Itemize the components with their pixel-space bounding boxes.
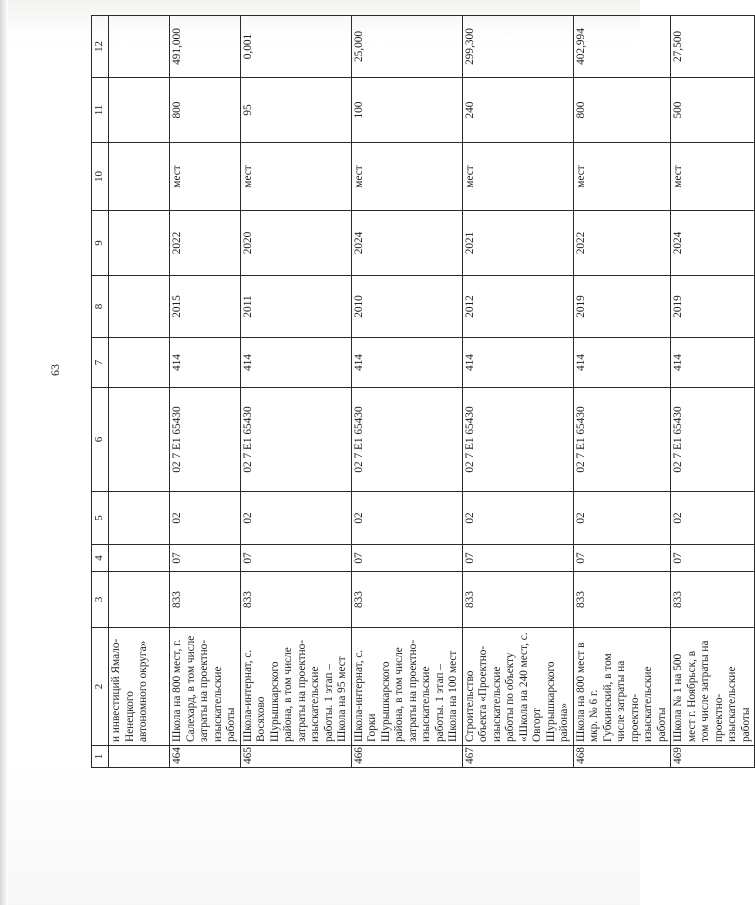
subsection-code: 02	[170, 492, 241, 545]
row-number: 469	[671, 746, 755, 768]
table-row	[671, 16, 755, 768]
funding-amount: 402,994	[573, 16, 671, 78]
end-year: 2024	[351, 211, 462, 276]
column-header: 4	[92, 545, 109, 572]
subsection-code: 02	[573, 492, 671, 545]
capacity-value: 800	[573, 78, 671, 143]
end-year: 2020	[240, 211, 351, 276]
expense-type-code: 414	[240, 338, 351, 388]
funding-amount: 299,300	[462, 16, 573, 78]
grbs-code: 833	[240, 572, 351, 628]
start-year: 2019	[671, 276, 755, 338]
start-year: 2012	[462, 276, 573, 338]
grbs-code: 833	[351, 572, 462, 628]
start-year: 2015	[170, 276, 241, 338]
table-row	[462, 16, 573, 768]
target-item-code: 02 7 E1 65430	[573, 388, 671, 492]
column-header: 7	[92, 338, 109, 388]
start-year: 2010	[351, 276, 462, 338]
table-row	[240, 16, 351, 768]
table-row	[351, 16, 462, 768]
capacity-value: 800	[170, 78, 241, 143]
expense-type-code: 414	[351, 338, 462, 388]
table-row	[170, 16, 241, 768]
subsection-code	[109, 492, 170, 545]
start-year: 2019	[573, 276, 671, 338]
funding-amount: 0,001	[240, 16, 351, 78]
funding-amount: 25,000	[351, 16, 462, 78]
table-body	[92, 16, 755, 768]
funding-amount: 27,500	[671, 16, 755, 78]
section-code: 07	[240, 545, 351, 572]
capacity-value: 100	[351, 78, 462, 143]
capacity-value	[109, 78, 170, 143]
grbs-code: 833	[462, 572, 573, 628]
header-row	[92, 16, 109, 768]
investment-table	[91, 15, 755, 768]
target-item-code: 02 7 E1 65430	[240, 388, 351, 492]
grbs-code: 833	[170, 572, 241, 628]
section-code: 07	[671, 545, 755, 572]
page-number: 63	[48, 364, 62, 376]
target-item-code	[109, 388, 170, 492]
target-item-code: 02 7 E1 65430	[462, 388, 573, 492]
rotated-table-container	[91, 16, 752, 768]
end-year: 2021	[462, 211, 573, 276]
section-code	[109, 545, 170, 572]
expense-type-code: 414	[573, 338, 671, 388]
row-number	[109, 746, 170, 768]
grbs-code: 833	[573, 572, 671, 628]
row-number: 465	[240, 746, 351, 768]
column-header: 5	[92, 492, 109, 545]
target-item-code: 02 7 E1 65430	[351, 388, 462, 492]
capacity-unit: мест	[170, 143, 241, 211]
capacity-value: 500	[671, 78, 755, 143]
section-code: 07	[573, 545, 671, 572]
object-name: Школа-интернат, с. Восяхово Шурышкарского района, в том числе затраты на проектно-изыскательские работы. 1 этап – Школа на 95 мест	[240, 628, 351, 746]
capacity-unit: мест	[671, 143, 755, 211]
end-year: 2022	[170, 211, 241, 276]
funding-amount: 491,000	[170, 16, 241, 78]
subsection-code: 02	[351, 492, 462, 545]
object-name: Строительство объекта «Проектно-изыскательские работы по объекту «Школа на 240 мест, с. Овгорт Шурышкарского района»	[462, 628, 573, 746]
object-name: Школа № 1 на 500 мест г. Ноябрьск, в том числе затраты на проектно-изыскательские работы	[671, 628, 755, 746]
row-number: 464	[170, 746, 241, 768]
subsection-code: 02	[462, 492, 573, 545]
column-header: 6	[92, 388, 109, 492]
capacity-unit: мест	[240, 143, 351, 211]
capacity-unit: мест	[573, 143, 671, 211]
row-number: 467	[462, 746, 573, 768]
grbs-code	[109, 572, 170, 628]
capacity-unit: мест	[462, 143, 573, 211]
start-year: 2011	[240, 276, 351, 338]
subsection-code: 02	[671, 492, 755, 545]
column-header: 9	[92, 211, 109, 276]
column-header: 11	[92, 78, 109, 143]
target-item-code: 02 7 E1 65430	[671, 388, 755, 492]
end-year	[109, 211, 170, 276]
grbs-code: 833	[671, 572, 755, 628]
section-code: 07	[462, 545, 573, 572]
target-item-code: 02 7 E1 65430	[170, 388, 241, 492]
expense-type-code	[109, 338, 170, 388]
section-code: 07	[170, 545, 241, 572]
funding-amount	[109, 16, 170, 78]
end-year: 2024	[671, 211, 755, 276]
capacity-unit	[109, 143, 170, 211]
subsection-code: 02	[240, 492, 351, 545]
column-header: 8	[92, 276, 109, 338]
capacity-value: 95	[240, 78, 351, 143]
start-year	[109, 276, 170, 338]
expense-type-code: 414	[462, 338, 573, 388]
column-header: 10	[92, 143, 109, 211]
expense-type-code: 414	[671, 338, 755, 388]
row-number: 466	[351, 746, 462, 768]
object-name: Школа-интернат, с. Горки Шурышкарского района, в том числе затраты на проектно-изыскательские работы. 1 этап – Школа на 100 мест	[351, 628, 462, 746]
table-row	[573, 16, 671, 768]
capacity-value: 240	[462, 78, 573, 143]
column-header: 1	[92, 746, 109, 768]
expense-type-code: 414	[170, 338, 241, 388]
column-header: 3	[92, 572, 109, 628]
capacity-unit: мест	[351, 143, 462, 211]
scan-edge	[0, 0, 8, 905]
object-name: и инвестиций Ямало-Ненецкого автономного округа»	[109, 628, 170, 746]
column-header: 12	[92, 16, 109, 78]
object-name: Школа на 800 мест, г. Салехард, в том числе затраты на проектно-изыскательские работы	[170, 628, 241, 746]
object-name: Школа на 800 мест в мкр. № 6 г. Губкинский, в том числе затраты на проектно-изыскательские работы	[573, 628, 671, 746]
column-header: 2	[92, 628, 109, 746]
section-code: 07	[351, 545, 462, 572]
row-number: 468	[573, 746, 671, 768]
end-year: 2022	[573, 211, 671, 276]
table-row	[109, 16, 170, 768]
